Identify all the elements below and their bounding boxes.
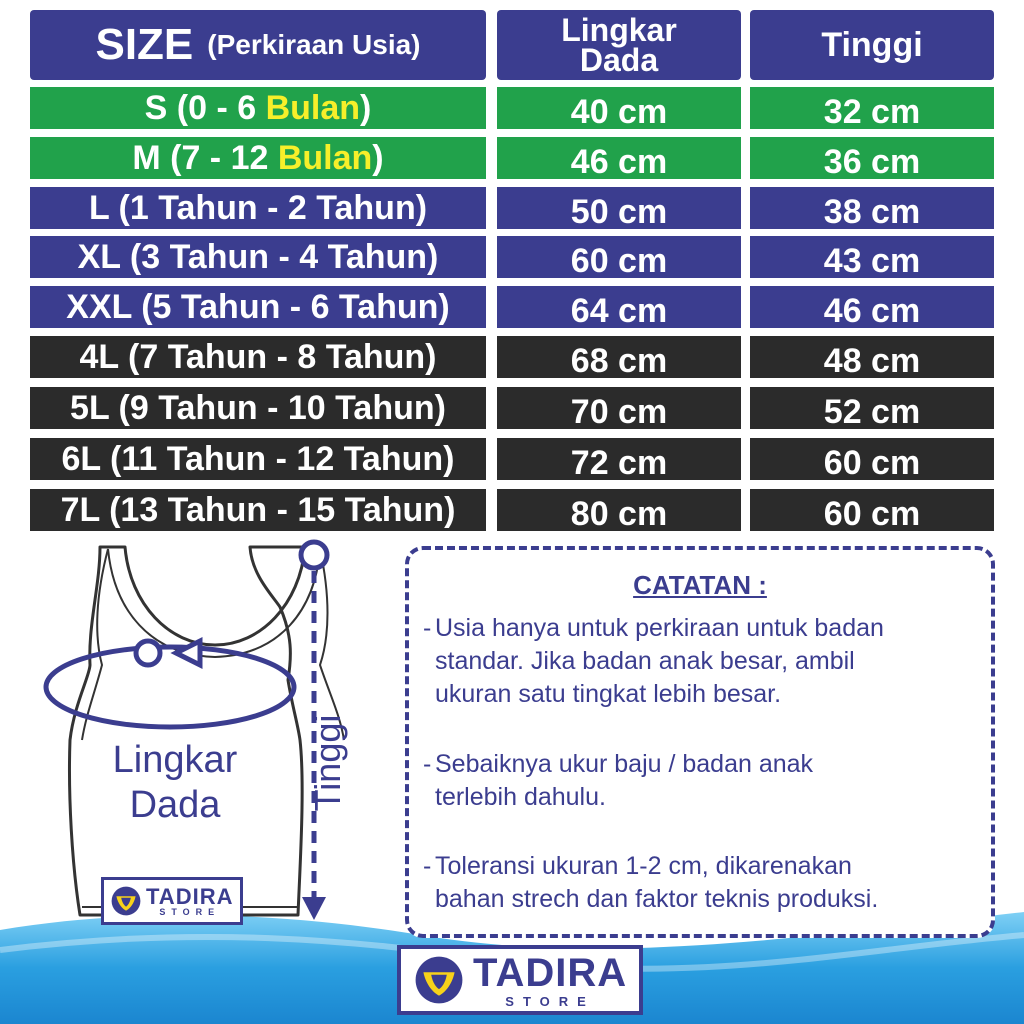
size-label: M (7 - 12 [132, 139, 278, 177]
header-chest-cell [497, 10, 741, 80]
chest-cell: 64 cm [497, 286, 741, 328]
chest-measure-start [136, 641, 160, 665]
brand-emblem-icon [110, 885, 142, 917]
height-cell: 46 cm [750, 286, 994, 328]
note-item [423, 612, 993, 717]
height-cell: 48 cm [750, 336, 994, 378]
chest-cell: 70 cm [497, 387, 741, 429]
size-cell [30, 137, 486, 179]
note-bullet: - [423, 614, 432, 642]
height-cell: 43 cm [750, 236, 994, 278]
note-bullet: - [423, 852, 432, 880]
diagram-chest-label [90, 738, 260, 828]
note-line: ukuran satu tingkat lebih besar. [435, 680, 782, 708]
note-line: Usia hanya untuk perkiraan untuk badan [435, 614, 884, 642]
note-line: Toleransi ukuran 1-2 cm, dikarenakan [435, 852, 852, 880]
header-height-label: Tinggi [821, 26, 923, 64]
header-size-label: SIZE [95, 20, 194, 69]
size-label: XXL (5 Tahun - 6 Tahun) [66, 288, 450, 326]
chest-cell: 60 cm [497, 236, 741, 278]
size-label: 4L (7 Tahun - 8 Tahun) [79, 338, 437, 376]
size-cell [30, 387, 486, 429]
note-line: standar. Jika badan anak besar, ambil [435, 647, 855, 675]
size-label: S (0 - 6 [144, 89, 266, 127]
size-unit-highlight: Bulan [265, 89, 361, 127]
diagram-chest-label-2: Dada [129, 784, 221, 826]
chest-cell: 68 cm [497, 336, 741, 378]
shirt-logo-name: TADIRA [146, 883, 234, 909]
note-bullet: - [423, 750, 432, 778]
size-cell [30, 438, 486, 480]
size-cell [30, 236, 486, 278]
size-label: XL (3 Tahun - 4 Tahun) [77, 238, 439, 276]
note-item [423, 748, 993, 818]
shirt-brand-logo [101, 877, 243, 925]
height-measure-start [301, 542, 327, 568]
chest-cell: 80 cm [497, 489, 741, 531]
chest-cell: 72 cm [497, 438, 741, 480]
height-measure-arrow [302, 897, 326, 920]
chest-cell: 46 cm [497, 137, 741, 179]
height-cell: 60 cm [750, 438, 994, 480]
size-cell [30, 286, 486, 328]
header-size-cell [30, 10, 486, 80]
tank-top-outline [69, 547, 344, 915]
diagram-height-label: Tinggi [307, 714, 348, 812]
chest-cell: 40 cm [497, 87, 741, 129]
notes-title: CATATAN : [633, 570, 767, 600]
size-label-end: ) [360, 89, 372, 127]
header-age-label: (Perkiraan Usia) [207, 29, 421, 60]
size-unit-highlight: Bulan [277, 139, 373, 177]
size-label-end: ) [372, 139, 384, 177]
header-height-cell [750, 10, 994, 80]
brand-logo-store: STORE [505, 993, 595, 1009]
height-cell: 60 cm [750, 489, 994, 531]
size-cell [30, 336, 486, 378]
size-label: 5L (9 Tahun - 10 Tahun) [70, 389, 446, 427]
size-label: 7L (13 Tahun - 15 Tahun) [60, 491, 456, 529]
size-label: L (1 Tahun - 2 Tahun) [88, 189, 428, 227]
brand-logo [397, 945, 643, 1015]
shirt-logo-store: STORE [159, 906, 221, 917]
size-cell [30, 187, 486, 229]
brand-logo-name: TADIRA [473, 950, 628, 995]
notes-box [405, 546, 995, 938]
brand-emblem-icon [413, 954, 465, 1006]
note-line: bahan strech dan faktor teknis produksi. [435, 885, 879, 913]
size-cell [30, 87, 486, 129]
height-cell: 52 cm [750, 387, 994, 429]
height-cell: 38 cm [750, 187, 994, 229]
note-line: Sebaiknya ukur baju / badan anak [435, 750, 814, 778]
header-chest-label-1: Lingkar [561, 11, 677, 48]
height-cell: 32 cm [750, 87, 994, 129]
size-cell [30, 489, 486, 531]
note-item [423, 850, 993, 920]
chest-cell: 50 cm [497, 187, 741, 229]
diagram-chest-label-1: Lingkar [112, 739, 238, 781]
header-chest-label-2: Dada [579, 42, 659, 78]
note-line: terlebih dahulu. [435, 783, 606, 811]
height-cell: 36 cm [750, 137, 994, 179]
size-label: 6L (11 Tahun - 12 Tahun) [61, 440, 455, 478]
